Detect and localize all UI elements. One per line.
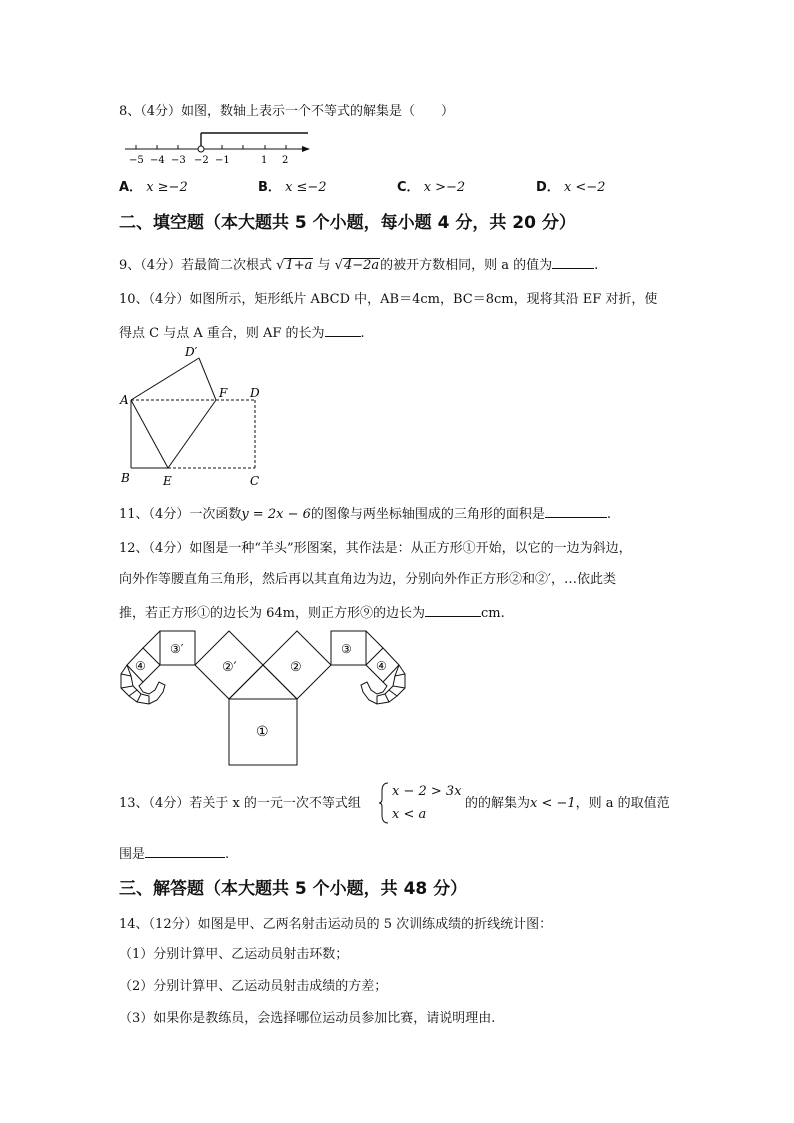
q13-line2: 围是 . (119, 843, 229, 864)
label-square-2-prime: ②′ (222, 660, 237, 675)
q10-line2: 得点 C 与点 A 重合，则 AF 的长为 . (119, 322, 365, 343)
option-d[interactable]: D． x <−2 (536, 180, 606, 195)
label-f: F (219, 386, 228, 400)
answer-blank[interactable] (325, 322, 361, 337)
number-line-figure (120, 128, 320, 170)
tick-label: 1 (261, 155, 268, 166)
section-title-answers: 三、解答题（本大题共 5 个小题，共 48 分） (119, 879, 468, 899)
tick-label: −5 (129, 155, 144, 166)
q12-line2: 向外作等腰直角三角形，然后再以其直角边为边，分别向外作正方形②和②′，…依此类 (119, 572, 616, 587)
label-a: A (120, 393, 129, 407)
label-c: C (250, 474, 260, 488)
q11-line: 11、（4分）一次函数y = 2x − 6的图像与两坐标轴围成的三角形的面积是 . (119, 503, 611, 524)
label-square-3: ③ (341, 642, 352, 656)
label-e: E (163, 474, 172, 488)
answer-blank[interactable] (425, 602, 481, 617)
q12-line1: 12、（4分）如图是一种“羊头”形图案，其作法是：从正方形①开始，以它的一边为斜边， (119, 541, 632, 556)
q14-part-2: （2）分别计算甲、乙运动员射击成绩的方差； (119, 979, 388, 994)
label-square-4-right: ④ (376, 659, 387, 673)
label-square-4-left: ④ (135, 659, 146, 673)
goat-head-figure (115, 630, 415, 768)
label-b: B (121, 471, 130, 485)
label-d-prime: D′ (185, 345, 198, 359)
tick-label: −4 (150, 155, 165, 166)
answer-blank[interactable] (545, 503, 607, 518)
inequality-1: x − 2 > 3x (392, 784, 462, 799)
q14-part-1: （1）分别计算甲、乙运动员射击环数； (119, 947, 349, 962)
q14-part-3: （3）如果你是教练员，会选择哪位运动员参加比赛，请说明理由. (119, 1011, 496, 1026)
q13-suffix: 的的解集为x < −1，则 a 的取值范 (465, 796, 670, 811)
label-d: D (250, 386, 260, 400)
section-title-fill-in: 二、填空题（本大题共 5 个小题，每小题 4 分，共 20 分） (119, 213, 576, 233)
option-b[interactable]: B． x ≤−2 (258, 180, 327, 195)
answer-blank[interactable] (145, 843, 225, 858)
q12-line3: 推，若正方形①的边长为 64m，则正方形⑨的边长为 cm. (119, 602, 505, 623)
inequality-2: x < a (392, 807, 427, 822)
q13-prefix: 13、（4分）若关于 x 的一元一次不等式组 (119, 796, 361, 811)
label-square-1: ① (256, 724, 269, 740)
label-square-2: ② (290, 660, 302, 675)
tick-label: −3 (171, 155, 186, 166)
tick-label: −1 (215, 155, 230, 166)
rectangle-fold-figure (115, 342, 275, 490)
option-c[interactable]: C． x >−2 (397, 180, 466, 195)
option-a[interactable]: A． x ≥−2 (119, 180, 188, 195)
q10-line1: 10、（4分）如图所示，矩形纸片 ABCD 中，AB＝4cm，BC＝8cm，现将其沿 EF 对折，使 (119, 292, 658, 307)
q9-line: 9、（4分）若最简二次根式 √1+a 与 √4−2a的被开方数相同，则 a 的值为 . (119, 254, 598, 275)
answer-blank[interactable] (552, 254, 594, 269)
label-square-3-prime: ③′ (170, 642, 184, 656)
q8-stem: 8、（4分）如图，数轴上表示一个不等式的解集是（ ） (119, 104, 455, 119)
tick-label: −2 (194, 155, 209, 166)
tick-label: 2 (282, 155, 289, 166)
q14-stem: 14、（12分）如图是甲、乙两名射击运动员的 5 次训练成绩的折线统计图： (119, 917, 553, 932)
system-brace (378, 781, 390, 825)
